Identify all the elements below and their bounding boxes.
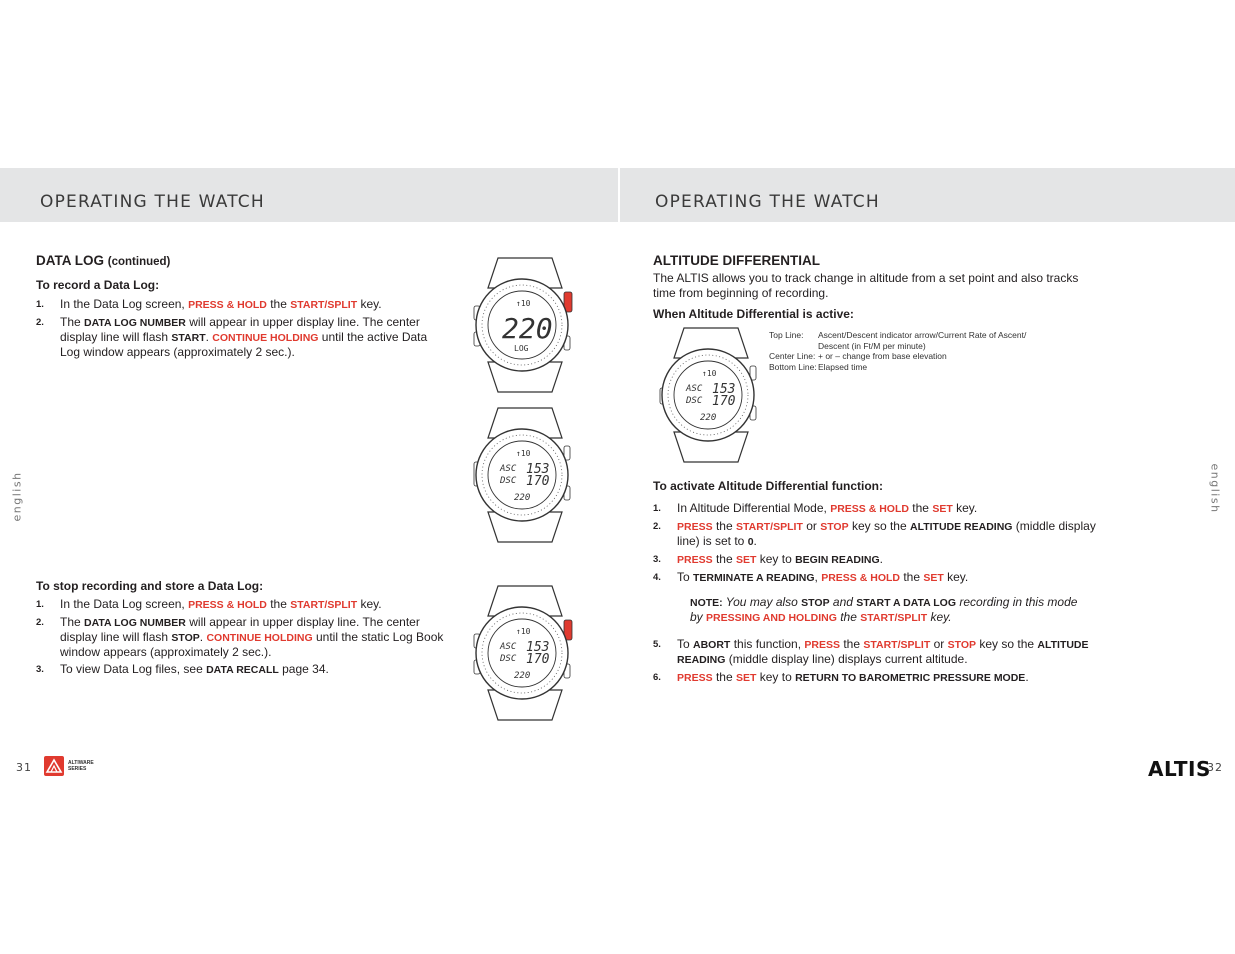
active-heading: When Altitude Differential is active:: [653, 307, 854, 321]
note-item: NOTE: You may also STOP and START A DATA LOG recording in this mode by PRESSING AND HOLDING the START/SPLIT key.: [690, 595, 1078, 624]
svg-text:153: 153: [526, 640, 550, 655]
svg-text:↑10: ↑10: [516, 449, 531, 458]
stop-heading: To stop recording and store a Data Log:: [36, 579, 264, 593]
list-item: 5. To ABORT this function, PRESS the START/SPLIT or STOP key so the ALTITUDE READING (middle display line) displays current altitude.: [653, 637, 1089, 666]
list-item: 2. The DATA LOG NUMBER will appear in upper display line. The center display line will flash START. CONTINUE HOLDING until the active Data Log window appears (approximately 2 sec.).: [36, 315, 428, 359]
svg-text:220: 220: [514, 493, 531, 503]
svg-text:170: 170: [526, 474, 550, 489]
list-item: 1. In the Data Log screen, PRESS & HOLD the START/SPLIT key.: [36, 597, 382, 611]
watch-illustration-differential-2: [470, 584, 580, 722]
list-item: 1. In Altitude Differential Mode, PRESS & HOLD the SET key.: [653, 501, 978, 515]
watch-illustration-differential-1: [470, 406, 580, 544]
svg-text:DSC: DSC: [686, 396, 703, 406]
svg-text:153: 153: [712, 382, 736, 397]
header-band-left: [0, 168, 618, 222]
page-number-left: 31: [16, 761, 32, 774]
language-label-left: english: [10, 471, 24, 522]
svg-text:220: 220: [514, 671, 531, 681]
altiware-logo-icon: [44, 756, 64, 776]
altitude-intro: The ALTIS allows you to track change in altitude from a set point and also tracks time from beginning of recording.: [653, 271, 1079, 300]
record-heading: To record a Data Log:: [36, 278, 160, 292]
list-item: 4. To TERMINATE A READING, PRESS & HOLD the SET key.: [653, 570, 969, 584]
list-item: 1. In the Data Log screen, PRESS & HOLD the START/SPLIT key.: [36, 297, 382, 311]
legend-row: Bottom Line: Elapsed time: [769, 361, 868, 372]
header-band-right: [620, 168, 1235, 222]
display-legend: [769, 330, 1028, 372]
svg-text:170: 170: [712, 394, 736, 409]
svg-text:↑10: ↑10: [516, 299, 531, 308]
watch-illustration-log: [470, 256, 580, 394]
list-item: 2. PRESS the START/SPLIT or STOP key so the ALTITUDE READING (middle display line) is set to 0.: [653, 519, 1096, 548]
svg-text:LOG: LOG: [514, 344, 529, 353]
list-item: 6. PRESS the SET key to RETURN TO BAROMETRIC PRESSURE MODE.: [653, 670, 1029, 684]
list-item: 2. The DATA LOG NUMBER will appear in upper display line. The center display line will flash STOP. CONTINUE HOLDING until the static Log Book window appears (approximately 2 sec.).: [36, 615, 444, 659]
svg-text:DSC: DSC: [500, 654, 517, 664]
svg-text:ASC: ASC: [500, 642, 517, 652]
svg-text:ASC: ASC: [500, 464, 517, 474]
page-number-right: 32: [1207, 761, 1223, 774]
record-steps: [36, 297, 444, 362]
altitude-differential-title: ALTITUDE DIFFERENTIAL: [653, 253, 820, 268]
svg-text:DSC: DSC: [500, 476, 517, 486]
page-title-right: OPERATING THE WATCH: [655, 192, 880, 212]
altis-logo: ALTIS: [1148, 757, 1211, 781]
svg-text:170: 170: [526, 652, 550, 667]
activate-steps: [653, 501, 1098, 688]
svg-text:ASC: ASC: [686, 384, 703, 394]
svg-text:220: 220: [502, 312, 553, 345]
legend-row: Center Line: + or – change from base elevation: [769, 351, 947, 361]
stop-steps: [36, 597, 444, 680]
data-log-title: DATA LOG (continued): [36, 253, 171, 268]
page-title-left: OPERATING THE WATCH: [40, 192, 265, 212]
list-item: 3. To view Data Log files, see DATA RECALL page 34.: [36, 662, 329, 676]
activate-heading: To activate Altitude Differential function:: [653, 479, 884, 493]
watch-illustration-differential-active: [656, 326, 766, 464]
list-item: 3. PRESS the SET key to BEGIN READING.: [653, 552, 884, 566]
svg-text:↑10: ↑10: [702, 369, 717, 378]
language-label-right: english: [1208, 463, 1222, 514]
svg-text:↑10: ↑10: [516, 627, 531, 636]
legend-row: Top Line: Ascent/Descent indicator arrow/Current Rate of Ascent/ Descent (in Ft/M per minute): [769, 330, 1027, 351]
brand-text: ALTIWARE SERIES: [68, 760, 94, 772]
svg-text:153: 153: [526, 462, 550, 477]
svg-text:220: 220: [700, 413, 717, 423]
